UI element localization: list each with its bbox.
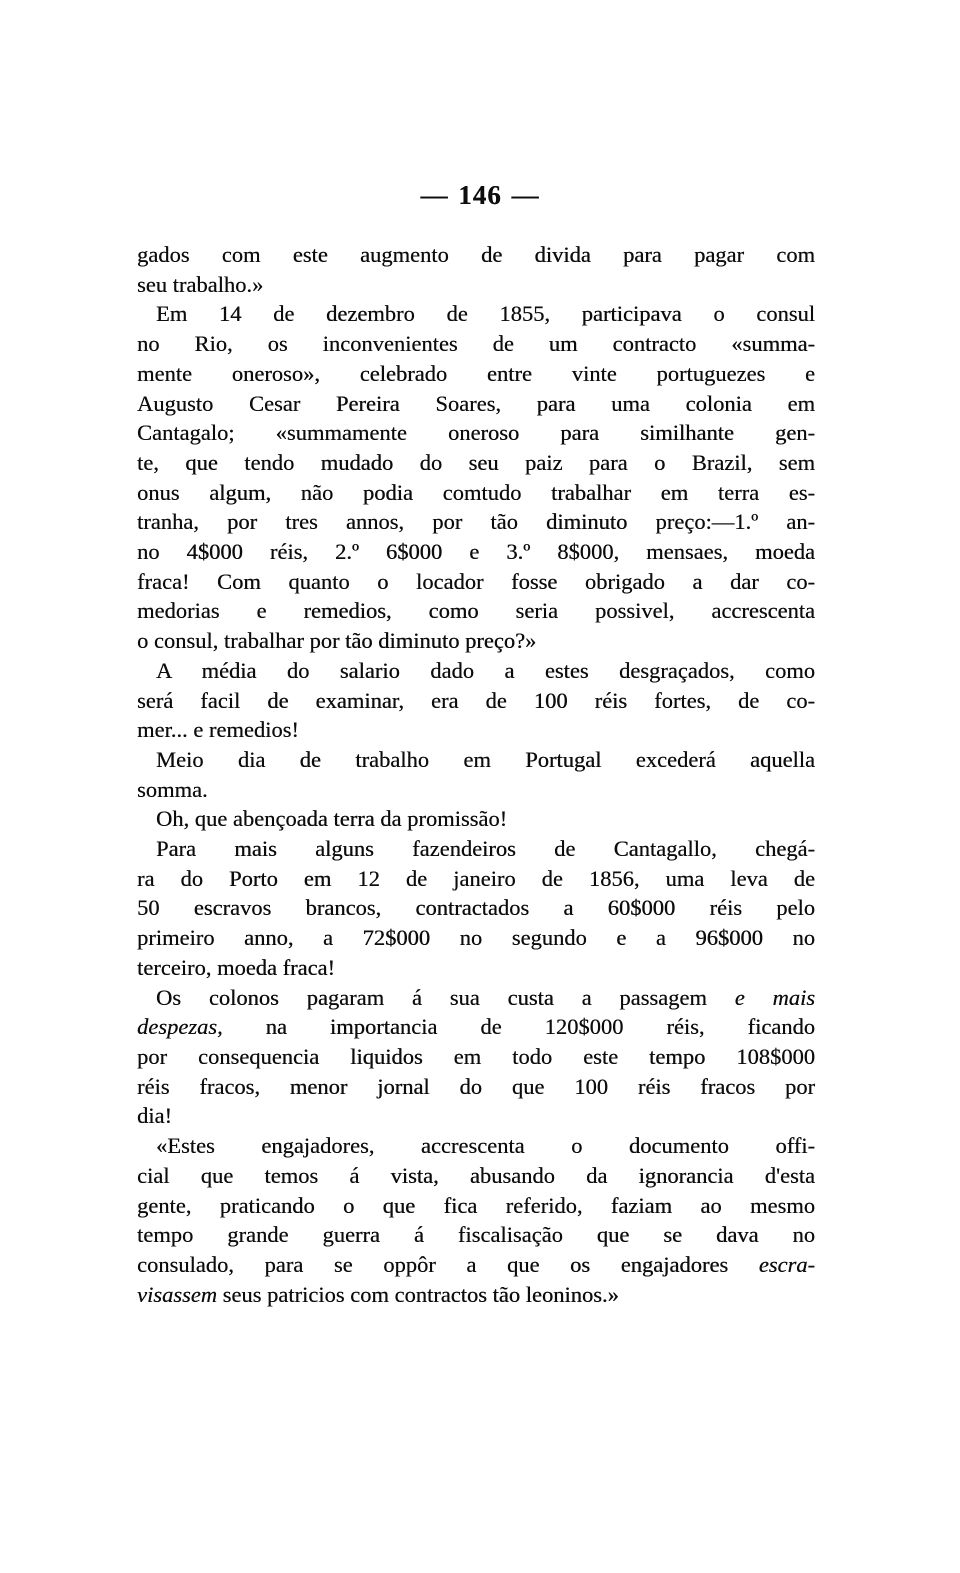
text-segment: onus algum, não podia comtudo trabalhar em terra es- [137, 479, 815, 505]
text-segment: dia! [137, 1103, 172, 1129]
text-line [137, 893, 815, 923]
text-line [137, 1280, 815, 1310]
text-line [137, 1131, 815, 1161]
text-segment: será facil de examinar, era de 100 réis fortes, de co- [137, 687, 815, 713]
text-segment: por consequencia liquidos em todo este tempo 108$000 [137, 1043, 815, 1069]
text-segment: na importancia de 120$000 réis, ficando [222, 1014, 815, 1040]
page-number: — 146 — [420, 180, 540, 210]
text-segment: no 4$000 réis, 2.º 6$000 e 3.º 8$000, mensaes, moeda [137, 539, 815, 565]
text-segment: tempo grande guerra á fiscalisação que se dava no [137, 1222, 815, 1248]
text-segment-italic: despezas, [137, 1014, 223, 1040]
text-segment-italic: visassem [137, 1281, 217, 1307]
text-line [137, 507, 815, 537]
text-line [137, 745, 815, 775]
text-segment: Em 14 de dezembro de 1855, participava o consul [156, 301, 815, 327]
text-segment: no Rio, os inconvenientes de um contracto «summa- [137, 331, 815, 357]
text-line [137, 626, 815, 656]
text-line [137, 1101, 815, 1131]
text-line [137, 537, 815, 567]
text-segment: mer... e remedios! [137, 717, 299, 743]
text-segment: Para mais alguns fazendeiros de Cantagallo, chegá- [156, 836, 815, 862]
text-segment: ra do Porto em 12 de janeiro de 1856, uma leva de [137, 865, 815, 891]
text-line [137, 418, 815, 448]
text-line [137, 804, 815, 834]
paragraph [137, 1131, 815, 1309]
text-line [137, 953, 815, 983]
text-segment: Augusto Cesar Pereira Soares, para uma colonia em [137, 390, 815, 416]
text-segment: cial que temos á vista, abusando da ignorancia d'esta [137, 1162, 815, 1188]
text-segment: seu trabalho.» [137, 271, 264, 297]
text-line [137, 686, 815, 716]
text-segment: «Estes engajadores, accrescenta o documento offi- [156, 1133, 815, 1159]
text-segment: gente, praticando o que fica referido, faziam ao mesmo [137, 1192, 815, 1218]
text-line [137, 1191, 815, 1221]
text-segment: o consul, trabalhar por tão diminuto preço?» [137, 628, 537, 654]
text-segment: A média do salario dado a estes desgraçados, como [156, 657, 815, 683]
text-segment: Os colonos pagaram á sua custa a passagem [156, 984, 735, 1010]
page-text [137, 240, 815, 1309]
paragraph [137, 804, 815, 834]
text-segment: 50 escravos brancos, contractados a 60$000 réis pelo [137, 895, 815, 921]
text-segment: gados com este augmento de divida para pagar com [137, 242, 815, 267]
text-line [137, 270, 815, 300]
text-segment-italic: escra- [758, 1251, 815, 1277]
text-line [137, 715, 815, 745]
text-line [137, 656, 815, 686]
paragraph [137, 299, 815, 655]
text-segment: tranha, por tres annos, por tão diminuto preço:—1.º an- [137, 509, 815, 535]
text-segment: seus patricios com contractos tão leoninos.» [217, 1281, 619, 1307]
paragraph [137, 834, 815, 983]
text-segment: Cantagalo; «summamente oneroso para similhante gen- [137, 420, 815, 446]
text-line [137, 596, 815, 626]
text-segment: terceiro, moeda fraca! [137, 954, 335, 980]
text-segment: consulado, para se oppôr a que os engajadores [137, 1251, 759, 1277]
text-segment: medorias e remedios, como seria possivel, accrescenta [137, 598, 815, 624]
text-segment: mente oneroso», celebrado entre vinte portuguezes e [137, 360, 815, 386]
paragraph [137, 745, 815, 804]
text-line [137, 359, 815, 389]
text-line [137, 1012, 815, 1042]
text-line [137, 448, 815, 478]
text-line [137, 1042, 815, 1072]
text-line [137, 1220, 815, 1250]
text-segment: somma. [137, 776, 208, 802]
text-segment: Meio dia de trabalho em Portugal excederá aquella [156, 746, 815, 772]
text-segment: réis fracos, menor jornal do que 100 réis fracos por [137, 1073, 815, 1099]
text-segment: te, que tendo mudado do seu paiz para o Brazil, sem [137, 449, 815, 475]
text-line [137, 299, 815, 329]
text-line [137, 389, 815, 419]
text-line [137, 329, 815, 359]
paragraph [137, 656, 815, 745]
text-segment: Oh, que abençoada terra da promissão! [156, 806, 508, 832]
text-line [137, 240, 815, 270]
paragraph [137, 983, 815, 1132]
text-line [137, 864, 815, 894]
text-line [137, 775, 815, 805]
text-segment-italic: e mais [734, 984, 815, 1010]
text-line [137, 1250, 815, 1280]
paragraph [137, 240, 815, 299]
text-line [137, 1161, 815, 1191]
text-line [137, 834, 815, 864]
text-line [137, 923, 815, 953]
text-line [137, 567, 815, 597]
text-segment: fraca! Com quanto o locador fosse obrigado a dar co- [137, 568, 815, 594]
text-line [137, 983, 815, 1013]
text-line [137, 478, 815, 508]
text-line [137, 1072, 815, 1102]
text-segment: primeiro anno, a 72$000 no segundo e a 96$000 no [137, 925, 815, 951]
